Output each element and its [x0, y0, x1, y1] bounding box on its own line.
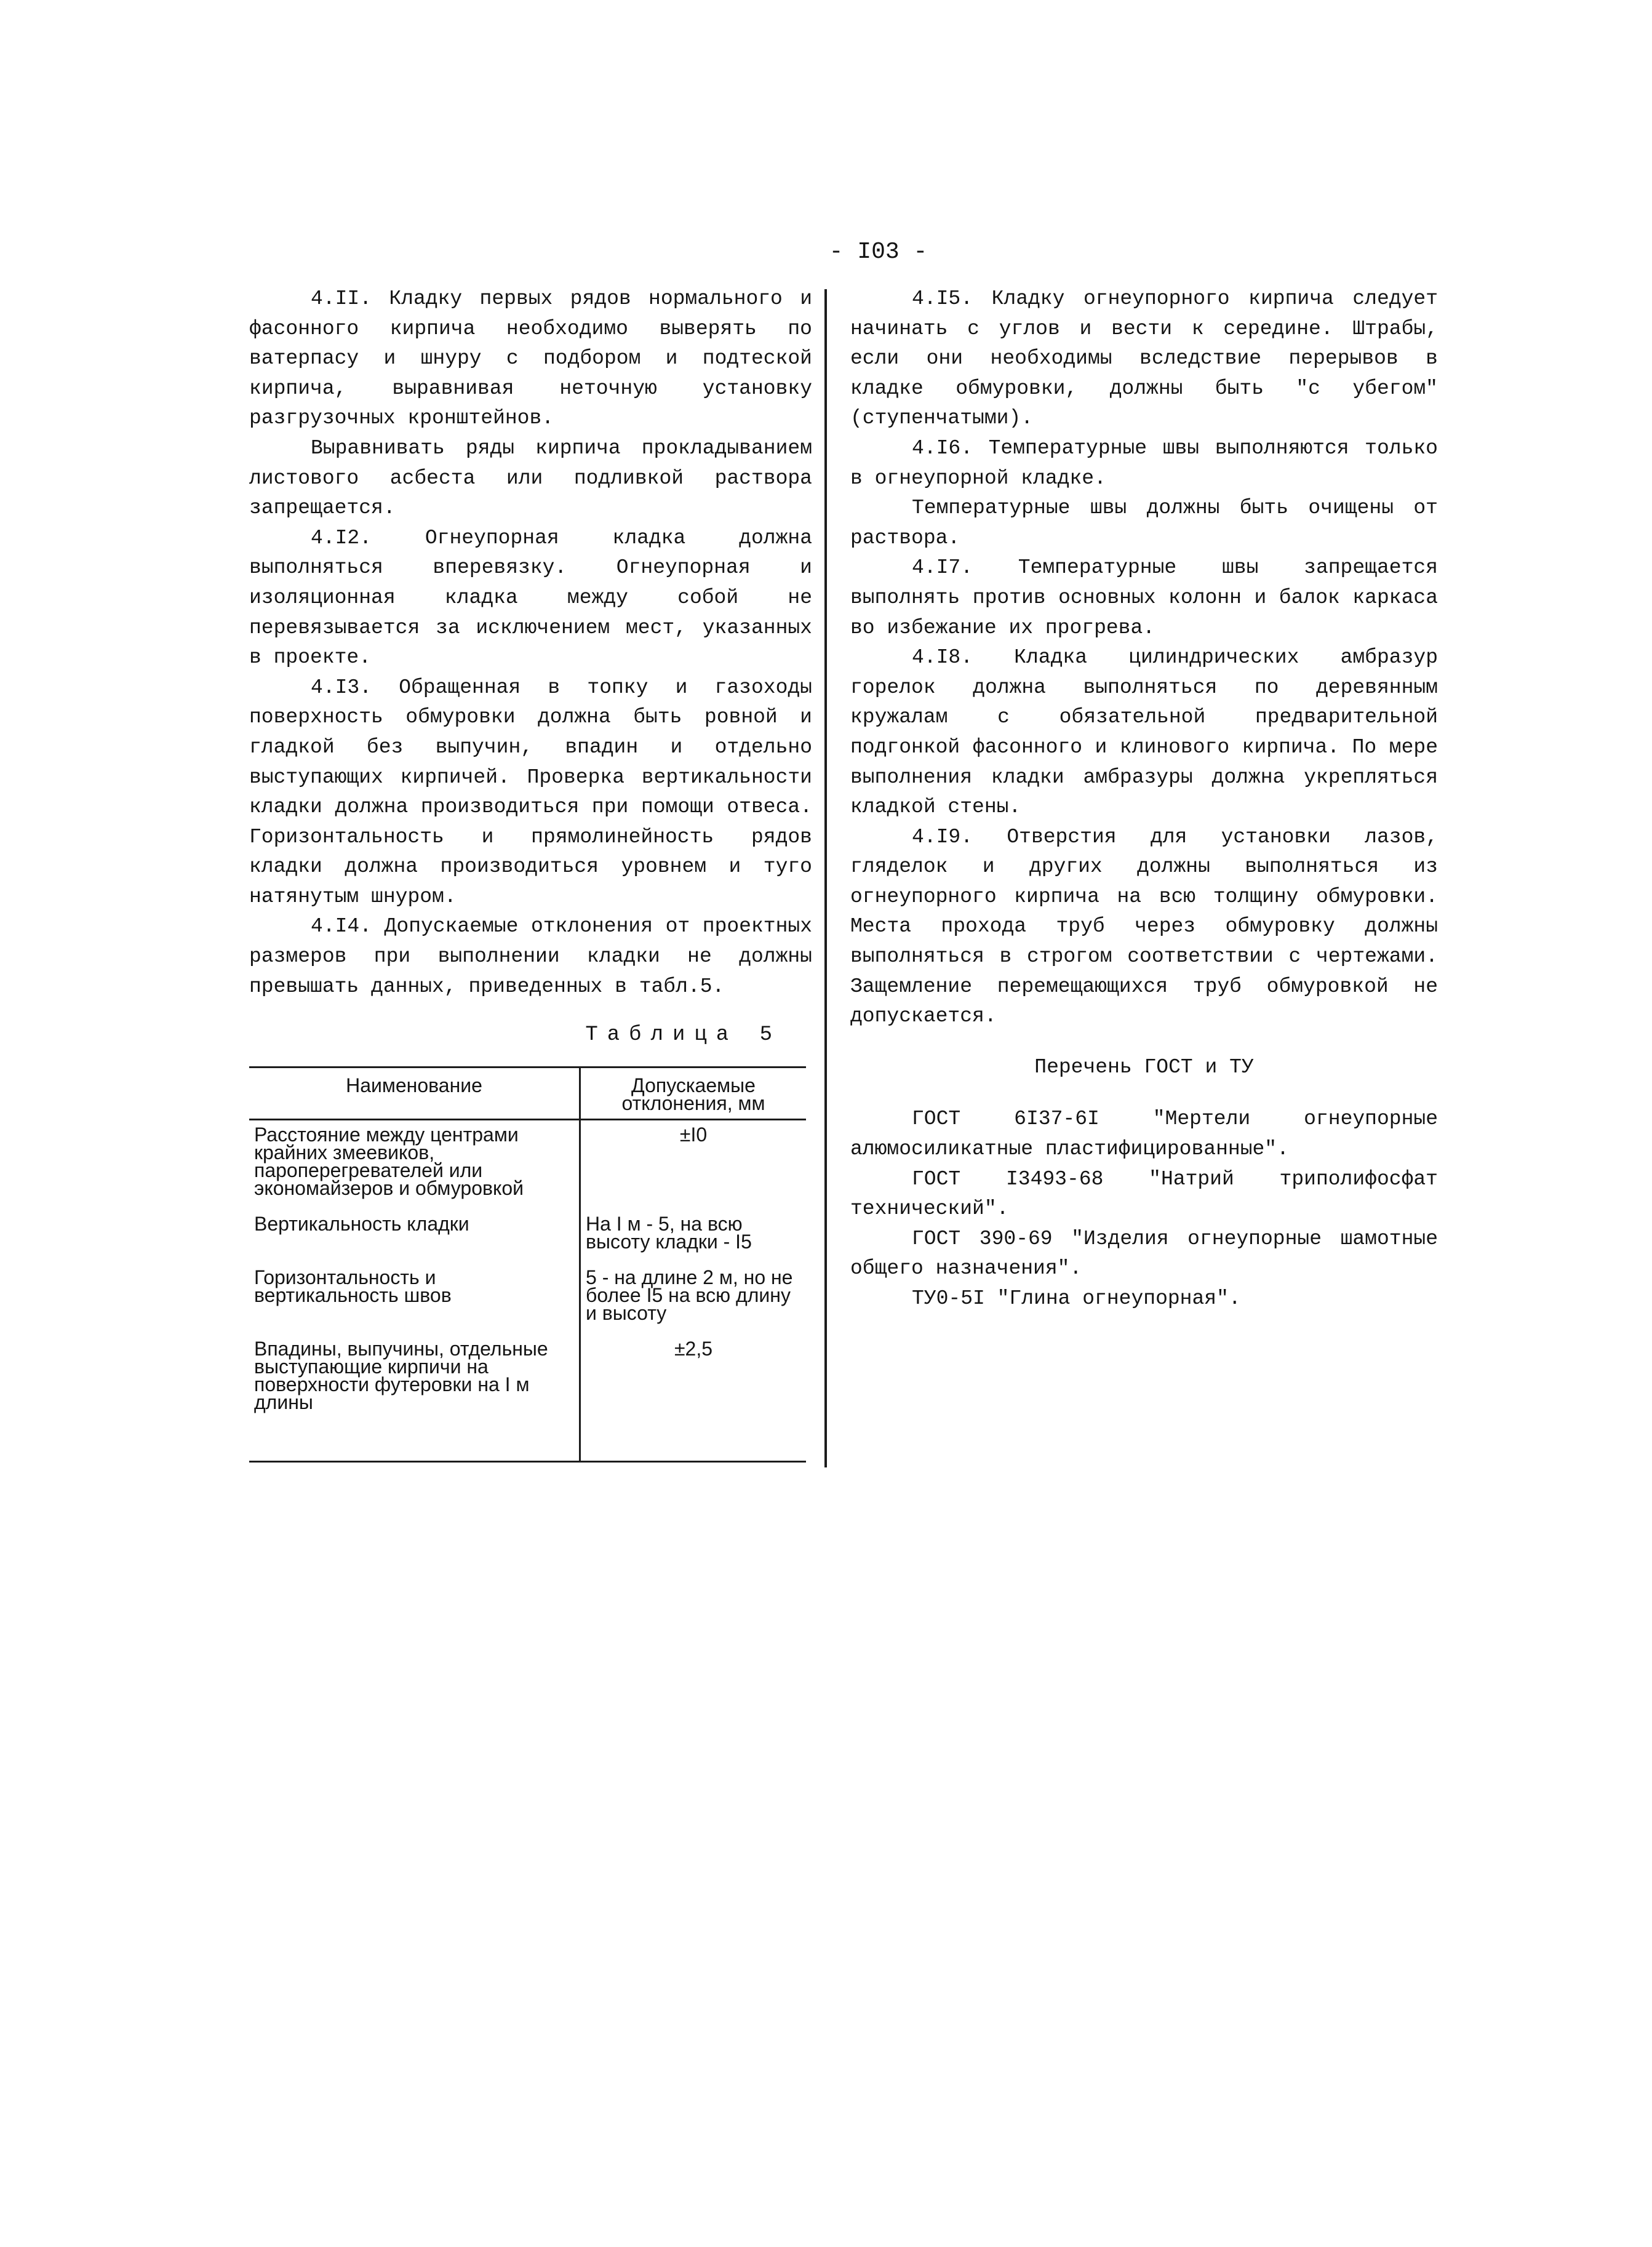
paragraph-4-13: 4.I3. Обращенная в топку и газоходы поверхность обмуровки должна быть ровной и гладкой без выпучин, впадин и отдельно выступающих кирпичей. Проверка вертикальности кладки должна производиться при помощи отвеса. Горизонтальность и прямолинейность рядов кладки должна производиться уровнем и туго натянутым шнуром. [249, 676, 812, 908]
table-cell-value: ±2,5 [580, 1335, 807, 1462]
table-header-row [249, 1067, 806, 1119]
table-cell-name: Горизонтальность и вертикальность швов [254, 1266, 452, 1306]
table-header-tolerance: Допускаемые отклонения, мм [580, 1067, 807, 1119]
paragraph-4-11: 4.II. Кладку первых рядов нормального и фасонного кирпича необходимо выверять по ватерпасу и шнуру с подбором и подтеской кирпича, выравнивая неточную установку разгрузочных кронштейнов. [249, 287, 812, 430]
column-divider [824, 289, 827, 1467]
left-column [249, 284, 812, 1463]
paragraph-asbestos-prohibition: Выравнивать ряды кирпича прокладыванием листового асбеста или подливкой раствора запрещается. [249, 436, 812, 520]
table-row [249, 1210, 806, 1263]
standards-title: Перечень ГОСТ и ТУ [1034, 1055, 1254, 1079]
page-number: - I03 - [829, 239, 928, 265]
paragraph-4-18: 4.I8. Кладка цилиндрических амбразур горелок должна выполняться по деревянным кружалам с обязательной предварительной подгонкой фасонного и клинового кирпича. По мере выполнения кладки амбразуры должна укрепляться кладкой стены. [850, 646, 1438, 819]
table-cell-name: Впадины, выпучины, отдельные выступающие кирпичи на поверхности футеровки на I м длины [249, 1335, 580, 1462]
table-cell-name: Вертикальность кладки [254, 1212, 469, 1235]
paragraph-4-12: 4.I2. Огнеупорная кладка должна выполняться вперевязку. Огнеупорная и изоляционная кладка между собой не перевязывается за исключением мест, указанных в проекте. [249, 526, 812, 669]
paragraph-joints-cleaning: Температурные швы должны быть очищены от раствора. [850, 497, 1438, 549]
table-cell-value: ±I0 [580, 1119, 807, 1210]
table-row [249, 1263, 806, 1335]
paragraph-4-15: 4.I5. Кладку огнеупорного кирпича следует начинать с углов и вести к середине. Штрабы, если они необходимы вследствие перерывов в кладке обмуровки, должны быть "с убегом" (ступенчатыми). [850, 287, 1438, 430]
paragraph-4-19: 4.I9. Отверстия для установки лазов, гляделок и других должны выполняться из огнеупорного кирпича на всю толщину обмуровки. Места прохода труб через обмуровку должны выполняться в строгом соответствии с чертежами. Защемление перемещающихся труб обмуровкой не допускается. [850, 825, 1438, 1028]
standard-item: ГОСТ 390-69 "Изделия огнеупорные шамотные общего назначения". [850, 1227, 1438, 1280]
table-row [249, 1335, 806, 1462]
table-cell-name: Расстояние между центрами крайних змеевиков, пароперегревателей или экономайзеров и обмуровкой [254, 1123, 524, 1199]
right-column [850, 284, 1438, 1314]
table-row [249, 1119, 806, 1210]
tolerance-table [249, 1066, 806, 1463]
paragraph-4-14: 4.I4. Допускаемые отклонения от проектных размеров при выполнении кладки не должны превышать данных, приведенных в табл.5. [249, 915, 812, 998]
standard-item: ТУ0-5I "Глина огнеупорная". [912, 1287, 1241, 1310]
paragraph-4-16: 4.I6. Температурные швы выполняются только в огнеупорной кладке. [850, 436, 1438, 490]
paragraph-4-17: 4.I7. Температурные швы запрещается выполнять против основных колонн и балок каркаса во избежание их прогрева. [850, 556, 1438, 639]
table-title: Таблица 5 [585, 1023, 781, 1047]
standard-item: ГОСТ I3493-68 "Натрий триполифосфат технический". [850, 1167, 1438, 1221]
table-cell-value: На I м - 5, на всю высоту кладки - I5 [580, 1210, 807, 1263]
table-cell-value: 5 - на длине 2 м, но не более I5 на всю длину и высоту [580, 1263, 807, 1335]
table-header-name: Наименование [249, 1067, 580, 1119]
standard-item: ГОСТ 6I37-6I "Мертели огнеупорные алюмосиликатные пластифицированные". [850, 1108, 1438, 1161]
